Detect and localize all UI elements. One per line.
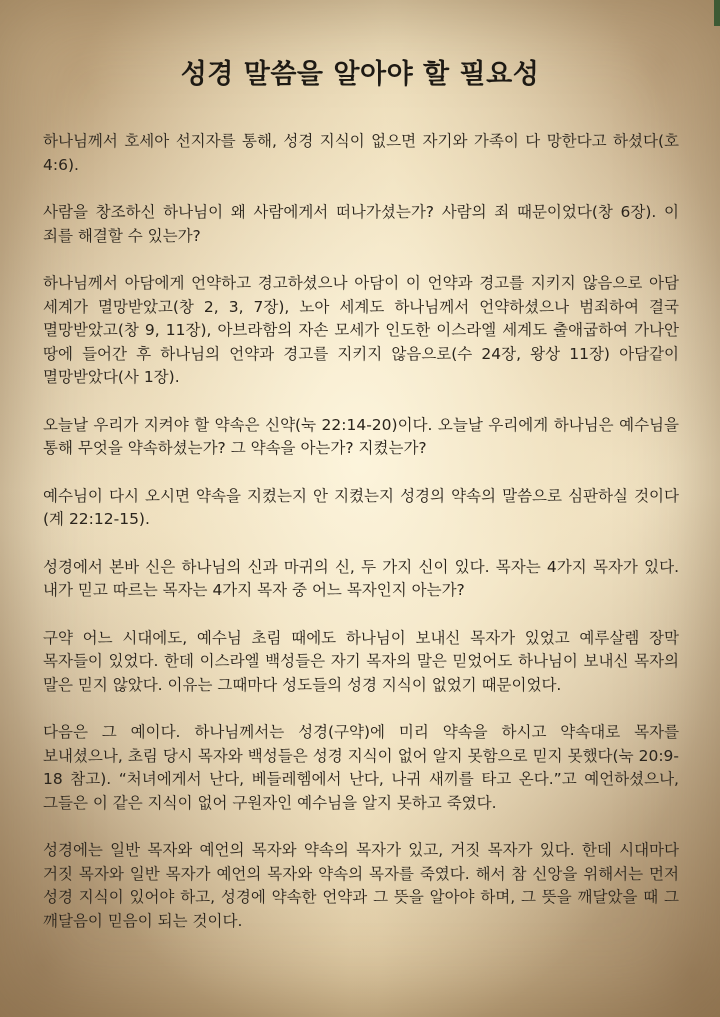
paragraph-8: 다음은 그 예이다. 하나님께서는 성경(구약)에 미리 약속을 하시고 약속대로 목자를 보내셨으나, 초림 당시 목자와 백성들은 성경 지식이 없어 알지 못함으로 믿지 못했다(눅 20:9-18 참고). “처녀에게서 난다, 베들레헴에서 난다, 나귀 새끼를 타고 온다.”고 예언하셨으나, 그들은 이 같은 지식이 없어 구원자인 예수님을 알지 못하고 죽였다. [43,723,679,812]
paragraph-4: 오늘날 우리가 지켜야 할 약속은 신약(눅 22:14-20)이다. 오늘날 우리에게 하나님은 예수님을 통해 무엇을 약속하셨는가? 그 약속을 아는가? 지켰는가? [43,415,679,457]
paragraph-5: 예수님이 다시 오시면 약속을 지켰는지 안 지켰는지 성경의 약속의 말씀으로 심판하실 것이다(계 22:12-15). [43,486,679,528]
paragraph-2: 사람을 창조하신 하나님이 왜 사람에게서 떠나가셨는가? 사람의 죄 때문이었다(창 6장). 이 죄를 해결할 수 있는가? [43,203,679,245]
paragraph-3: 하나님께서 아담에게 언약하고 경고하셨으나 아담이 이 언약과 경고를 지키지 않음으로 아담 세계가 멸망받았고(창 2, 3, 7장), 노아 세계도 하나님께서 언약하셨으나 범죄하여 결국 멸망받았고(창 9, 11장), 아브라함의 자손 모세가 인도한 이스라엘 세계도 출애굽하여 가나안 땅에 들어간 후 하나님의 언약과 경고를 지키지 않음으로(수 24장, 왕상 11장) 아담같이 멸망받았다(사 1장). [43,274,679,386]
paragraph-7: 구약 어느 시대에도, 예수님 초림 때에도 하나님이 보내신 목자가 있었고 예루살렘 장막 목자들이 있었다. 한데 이스라엘 백성들은 자기 목자의 말은 믿었어도 하나님이 보내신 목자의 말은 믿지 않았다. 이유는 그때마다 성도들의 성경 지식이 없었기 때문이었다. [43,628,679,694]
paragraph-1: 하나님께서 호세아 선지자를 통해, 성경 지식이 없으면 자기와 가족이 다 망한다고 하셨다(호 4:6). [43,132,679,174]
corner-accent [714,0,720,26]
page-title: 성경 말씀을 알아야 할 필요성 [180,59,540,90]
paragraph-6: 성경에서 본바 신은 하나님의 신과 마귀의 신, 두 가지 신이 있다. 목자는 4가지 목자가 있다. 내가 믿고 따르는 목자는 4가지 목자 중 어느 목자인지 아는가? [43,557,679,599]
article-body [43,130,679,957]
paragraph-9: 성경에는 일반 목자와 예언의 목자와 약속의 목자가 있고, 거짓 목자가 있다. 한데 시대마다 거짓 목자와 일반 목자가 예언의 목자와 약속의 목자를 죽였다. 해서 참 신앙을 위해서는 먼저 성경 지식이 있어야 하고, 성경에 약속한 언약과 그 뜻을 알아야 하며, 그 뜻을 깨달았을 때 그 깨달음이 믿음이 되는 것이다. [43,841,679,930]
